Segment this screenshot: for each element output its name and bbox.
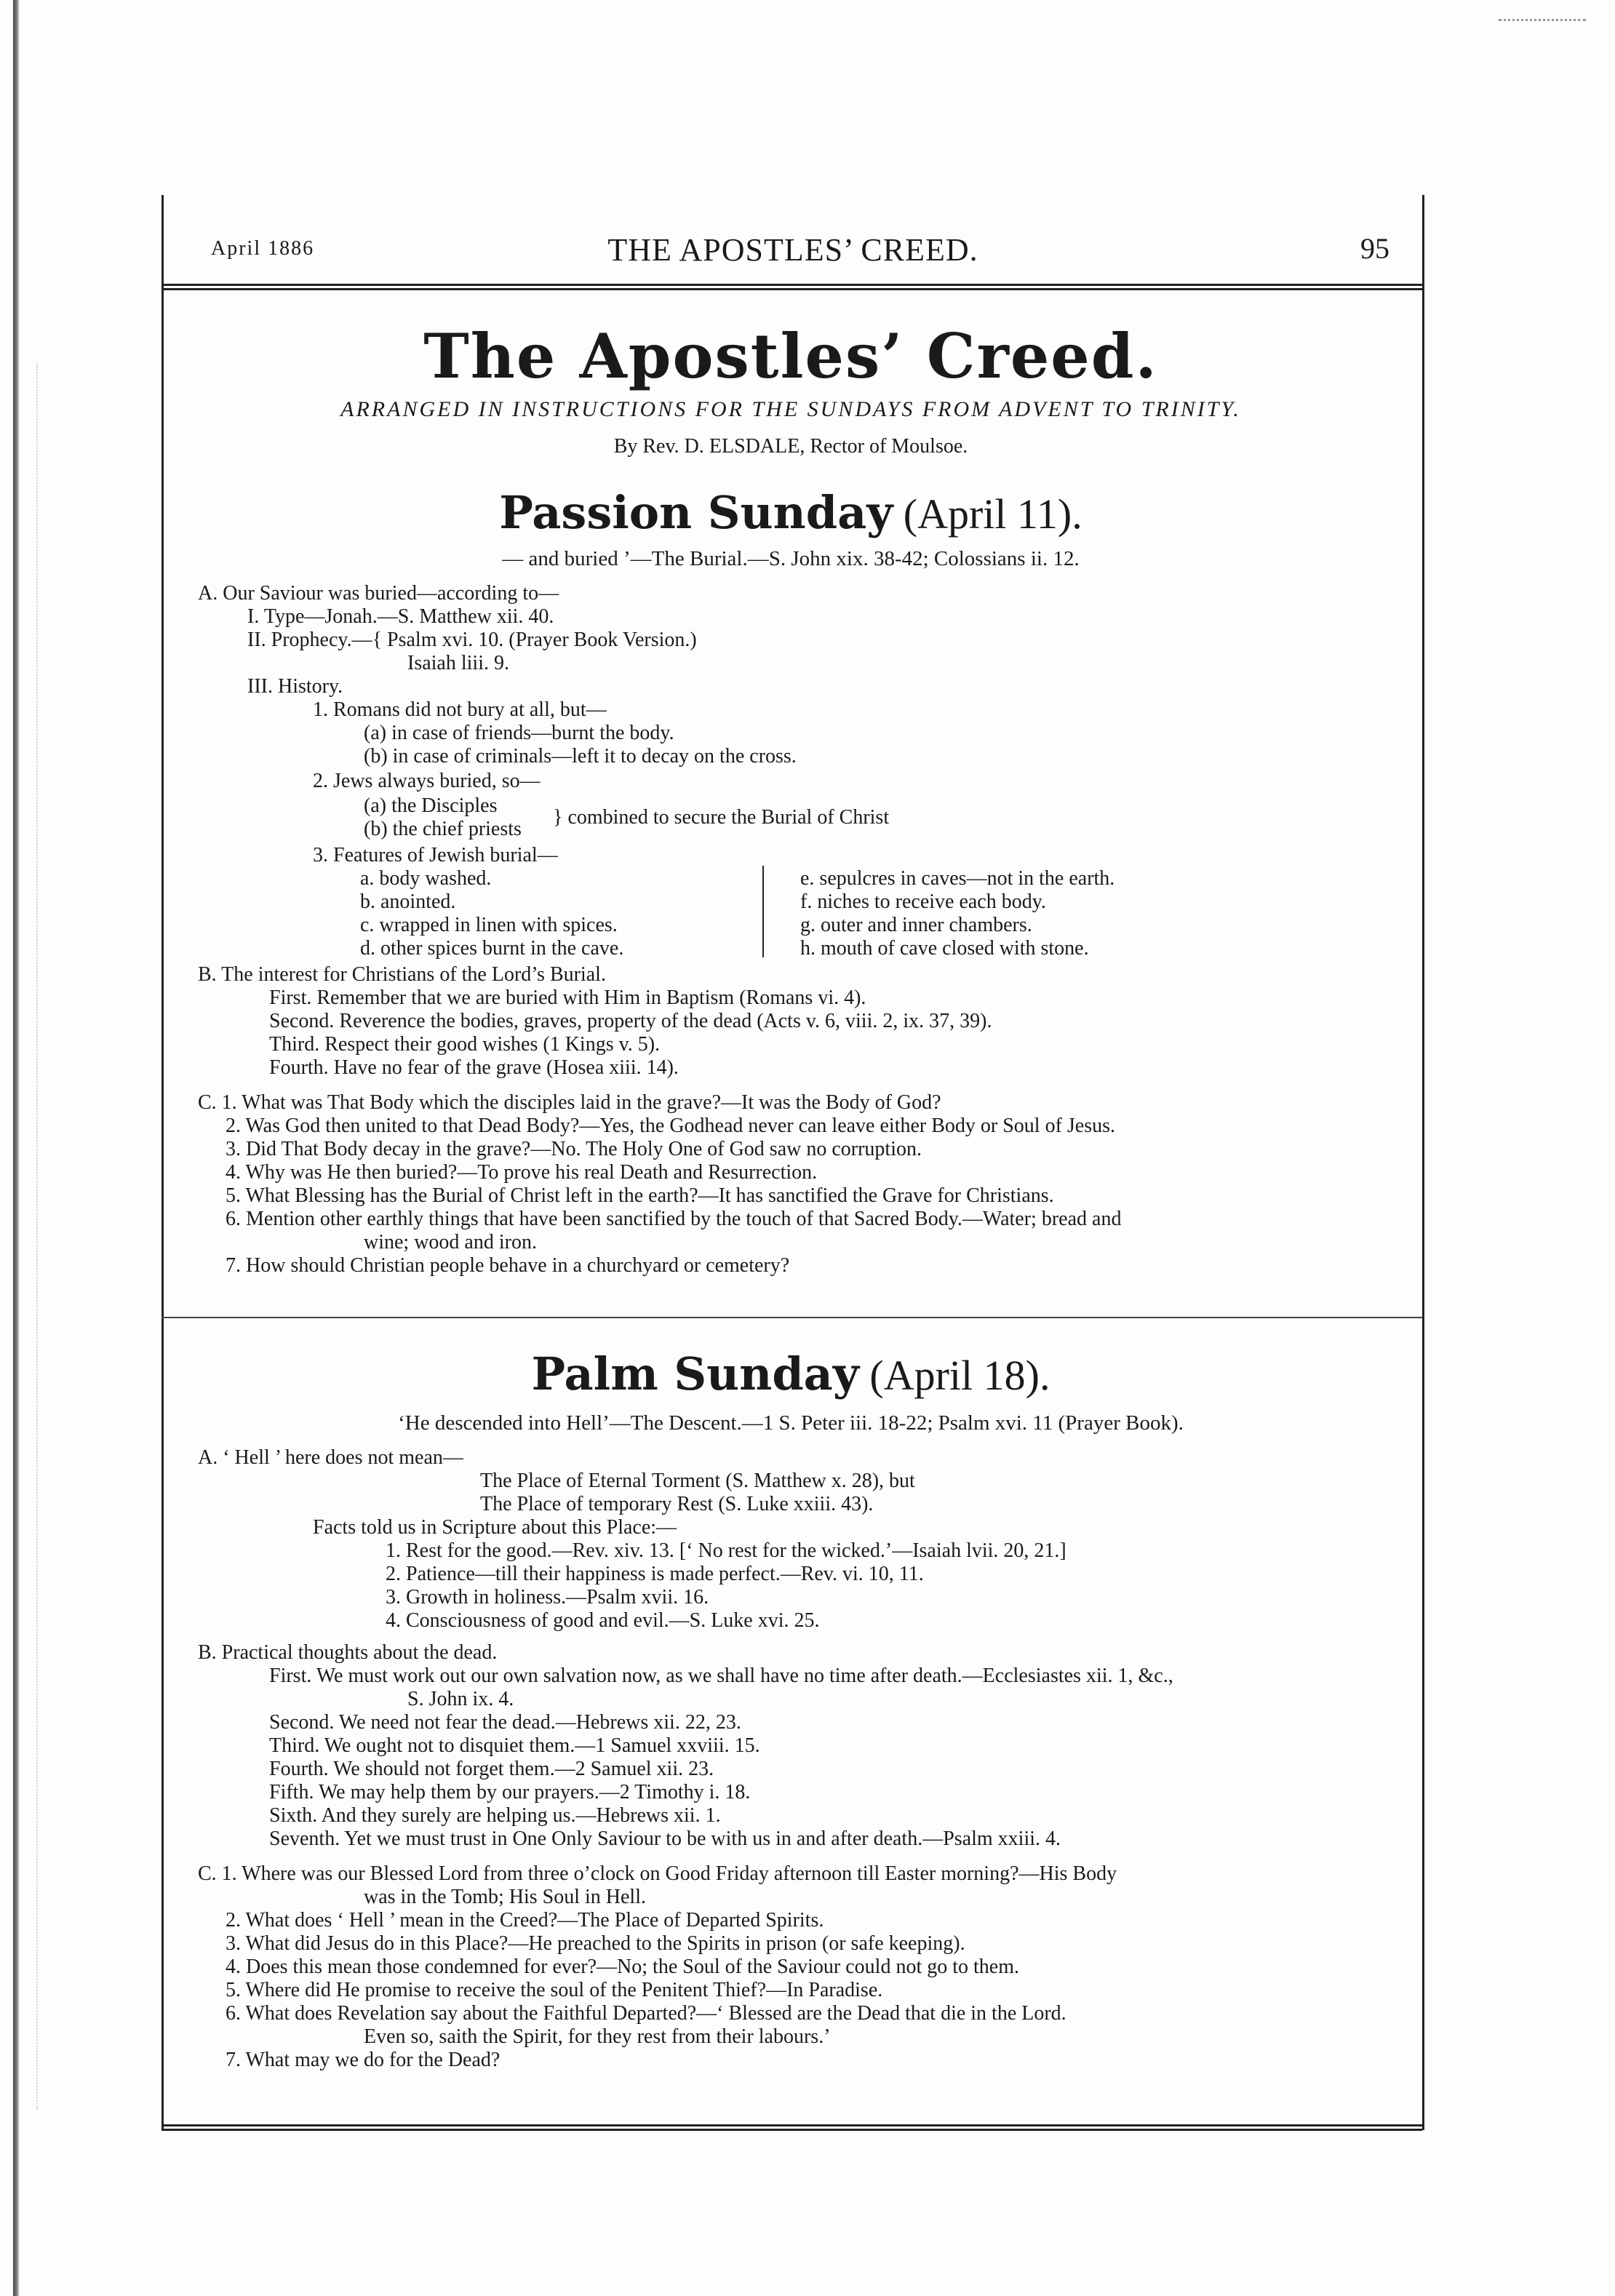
passion-line: First. Remember that we are buried with Him in Baptism (Romans vi. 4). bbox=[269, 986, 866, 1009]
passion-line: 5. What Blessing has the Burial of Christ left in the earth?—It has sanctified the Grave for Christians. bbox=[226, 1184, 1054, 1207]
passion-line: 4. Why was He then buried?—To prove his real Death and Resurrection. bbox=[226, 1161, 818, 1184]
palm-line: 2. Patience—till their happiness is made perfect.—Rev. vi. 10, 11. bbox=[386, 1563, 924, 1585]
burial-features-divider bbox=[762, 866, 764, 957]
scan-margin-marks bbox=[36, 364, 42, 2110]
header-rule-2 bbox=[162, 288, 1422, 290]
corner-scan-mark bbox=[1499, 9, 1586, 21]
passion-line: c. wrapped in linen with spices. bbox=[360, 914, 618, 936]
palm-line: The Place of temporary Rest (S. Luke xxiii. 43). bbox=[480, 1493, 874, 1515]
passion-line: h. mouth of cave closed with stone. bbox=[800, 937, 1089, 960]
palm-line: The Place of Eternal Torment (S. Matthew x. 28), but bbox=[480, 1470, 915, 1492]
page-number: 95 bbox=[1360, 232, 1389, 265]
passion-line: Fourth. Have no fear of the grave (Hosea xiii. 14). bbox=[269, 1056, 679, 1079]
passion-sunday-heading bbox=[162, 486, 1420, 539]
palm-line: 4. Consciousness of good and evil.—S. Luke xvi. 25. bbox=[386, 1609, 820, 1632]
palm-line: Sixth. And they surely are helping us.—Hebrews xii. 1. bbox=[269, 1804, 721, 1827]
palm-line: 3. What did Jesus do in this Place?—He preached to the Spirits in prison (or safe keeping). bbox=[226, 1932, 965, 1955]
passion-sunday-title: Passion Sunday bbox=[499, 486, 893, 539]
palm-line: 5. Where did He promise to receive the soul of the Penitent Thief?—In Paradise. bbox=[226, 1979, 883, 2001]
palm-line: 7. What may we do for the Dead? bbox=[226, 2049, 501, 2071]
palm-line: 2. What does ‘ Hell ’ mean in the Creed?—The Place of Departed Spirits. bbox=[226, 1909, 824, 1932]
palm-line: Fourth. We should not forget them.—2 Samuel xii. 23. bbox=[269, 1758, 714, 1780]
footer-rule-2 bbox=[162, 2129, 1422, 2131]
passion-line: Isaiah liii. 9. bbox=[407, 652, 509, 674]
palm-line: 1. Rest for the good.—Rev. xiv. 13. [‘ No rest for the wicked.’—Isaiah lvii. 20, 21.] bbox=[386, 1539, 1066, 1562]
palm-sunday-date: (April 18). bbox=[869, 1352, 1050, 1399]
passion-line: 2. Was God then united to that Dead Body?—Yes, the Godhead never can leave either Body or Soul of Jesus. bbox=[226, 1115, 1116, 1137]
palm-sunday-title: Palm Sunday bbox=[531, 1347, 859, 1400]
running-head bbox=[182, 231, 1404, 275]
palm-line: B. Practical thoughts about the dead. bbox=[198, 1641, 498, 1664]
passion-line: (b) the chief priests bbox=[364, 818, 522, 840]
palm-line: Facts told us in Scripture about this Place:— bbox=[313, 1516, 677, 1539]
passion-line: } combined to secure the Burial of Christ bbox=[553, 806, 890, 829]
article-subtitle: ARRANGED IN INSTRUCTIONS FOR THE SUNDAYS FROM ADVENT TO TRINITY. bbox=[340, 397, 1241, 421]
passion-scripture-reference: — and buried ’—The Burial.—S. John xix. 38-42; Colossians ii. 12. bbox=[502, 547, 1080, 570]
passion-line: a. body washed. bbox=[360, 867, 492, 890]
palm-line: Fifth. We may help them by our prayers.—2 Timothy i. 18. bbox=[269, 1781, 751, 1803]
palm-line: Third. We ought not to disquiet them.—1 Samuel xxviii. 15. bbox=[269, 1734, 760, 1757]
palm-line: S. John ix. 4. bbox=[407, 1688, 514, 1710]
palm-line: Second. We need not fear the dead.—Hebrews xii. 22, 23. bbox=[269, 1711, 741, 1734]
section-rule bbox=[162, 1317, 1422, 1318]
passion-line: Second. Reverence the bodies, graves, property of the dead (Acts v. 6, viii. 2, ix. 37, 39). bbox=[269, 1010, 992, 1032]
passion-line: (b) in case of criminals—left it to decay on the cross. bbox=[364, 745, 797, 768]
passion-line: (a) the Disciples bbox=[364, 794, 498, 817]
passion-line: A. Our Saviour was buried—according to— bbox=[198, 582, 559, 605]
passion-line: b. anointed. bbox=[360, 890, 456, 913]
passion-line: 3. Did That Body decay in the grave?—No. The Holy One of God saw no corruption. bbox=[226, 1138, 922, 1160]
binding-edge bbox=[13, 0, 20, 2296]
passion-line: Third. Respect their good wishes (1 Kings v. 5). bbox=[269, 1033, 661, 1056]
footer-rule bbox=[162, 2124, 1422, 2126]
passion-line: d. other spices burnt in the cave. bbox=[360, 937, 624, 960]
passion-line: III. History. bbox=[247, 675, 343, 698]
palm-line: 3. Growth in holiness.—Psalm xvii. 16. bbox=[386, 1586, 709, 1609]
passion-line: g. outer and inner chambers. bbox=[800, 914, 1032, 936]
palm-sunday-heading bbox=[162, 1347, 1420, 1400]
passion-sunday-date: (April 11). bbox=[903, 490, 1082, 538]
byline: By Rev. D. ELSDALE, Rector of Moulsoe. bbox=[613, 435, 968, 458]
palm-line: 4. Does this mean those condemned for ever?—No; the Soul of the Saviour could not go to them. bbox=[226, 1956, 1020, 1978]
passion-line: C. 1. What was That Body which the disciples laid in the grave?—It was the Body of God? bbox=[198, 1091, 941, 1114]
passion-line: 6. Mention other earthly things that have been sanctified by the touch of that Sacred Body.—Water; bread and bbox=[226, 1208, 1122, 1230]
passion-line: wine; wood and iron. bbox=[364, 1231, 537, 1253]
passion-line: I. Type—Jonah.—S. Matthew xii. 40. bbox=[247, 605, 554, 628]
article-title: The Apostles’ Creed. bbox=[423, 320, 1158, 392]
palm-line: was in the Tomb; His Soul in Hell. bbox=[364, 1886, 646, 1908]
passion-line: 2. Jews always buried, so— bbox=[313, 770, 541, 792]
running-head-title: THE APOSTLES’ CREED. bbox=[607, 232, 978, 268]
passion-line: 3. Features of Jewish burial— bbox=[313, 844, 558, 866]
palm-line: Seventh. Yet we must trust in One Only Saviour to be with us in and after death.—Psalm xxiii. 4. bbox=[269, 1827, 1061, 1850]
palm-line: A. ‘ Hell ’ here does not mean— bbox=[198, 1446, 463, 1469]
passion-line: (a) in case of friends—burnt the body. bbox=[364, 722, 674, 744]
passion-line: II. Prophecy.—{ Psalm xvi. 10. (Prayer Book Version.) bbox=[247, 629, 697, 651]
passion-line: f. niches to receive each body. bbox=[800, 890, 1046, 913]
palm-scripture-reference: ‘He descended into Hell’—The Descent.—1 S. Peter iii. 18-22; Psalm xvi. 11 (Prayer Book). bbox=[398, 1411, 1184, 1435]
palm-line: First. We must work out our own salvation now, as we shall have no time after death.—Ecclesiastes xii. 1, &c., bbox=[269, 1665, 1173, 1687]
passion-line: 7. How should Christian people behave in a churchyard or cemetery? bbox=[226, 1254, 790, 1277]
passion-line: e. sepulcres in caves—not in the earth. bbox=[800, 867, 1115, 890]
palm-line: Even so, saith the Spirit, for they rest from their labours.’ bbox=[364, 2025, 831, 2048]
palm-line: C. 1. Where was our Blessed Lord from three o’clock on Good Friday afternoon till Easter morning?—His Body bbox=[198, 1862, 1117, 1885]
header-rule bbox=[162, 284, 1422, 286]
palm-line: 6. What does Revelation say about the Faithful Departed?—‘ Blessed are the Dead that die in the Lord. bbox=[226, 2002, 1066, 2025]
passion-line: 1. Romans did not bury at all, but— bbox=[313, 698, 607, 721]
running-head-date: April 1886 bbox=[211, 237, 315, 260]
passion-line: B. The interest for Christians of the Lord’s Burial. bbox=[198, 963, 606, 986]
